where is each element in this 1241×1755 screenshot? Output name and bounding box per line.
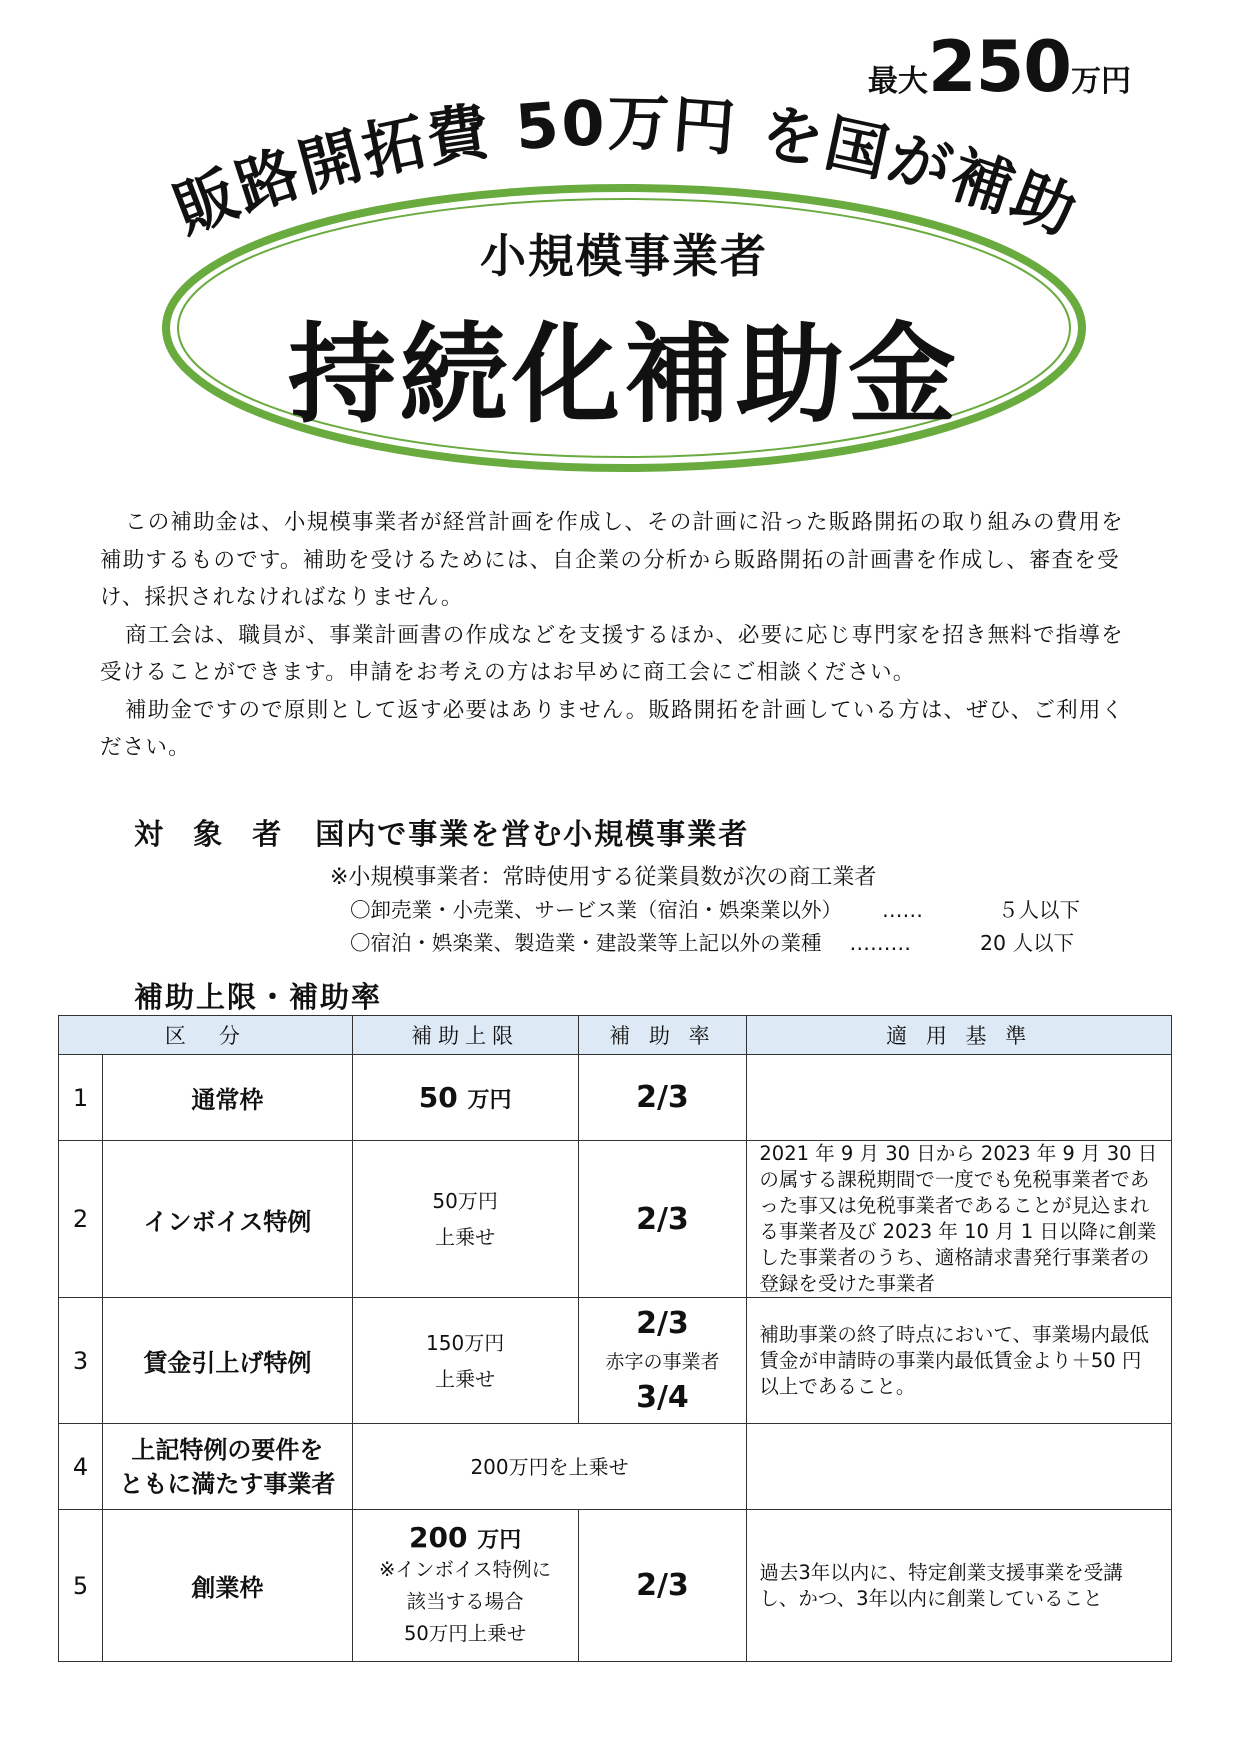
- table-row: [59, 1141, 1172, 1298]
- table-header-row: [59, 1016, 1172, 1055]
- row-name-line-2: ともに満たす事業者: [119, 1469, 336, 1498]
- limit-note-2: 該当する場合: [406, 1590, 524, 1613]
- target-line-1: [350, 893, 923, 923]
- header-rate: 補 助 率: [578, 1016, 747, 1055]
- limit-note-3: 50万円上乗せ: [403, 1622, 527, 1645]
- arc-title-text: 販路開拓費 50万円 を国が補助: [164, 86, 1088, 250]
- row-name-line-1: 上記特例の要件を: [131, 1435, 324, 1464]
- target-line-2-count: 20 人以下: [980, 931, 1075, 955]
- header-limit: 補助上限: [352, 1016, 578, 1055]
- limit-line-1: 50万円: [432, 1189, 498, 1213]
- main-title: 持続化補助金: [287, 313, 960, 438]
- row-name: 創業枠: [102, 1510, 352, 1662]
- target-line-1-count: ５人以下: [998, 898, 1080, 922]
- sub-title: 小規模事業者: [480, 229, 768, 283]
- title-badge: [158, 178, 1090, 478]
- max-prefix: 最大: [867, 64, 928, 99]
- row-rate: [578, 1298, 747, 1424]
- row-rate: 2/3: [578, 1510, 747, 1662]
- limit-unit: 万円: [477, 1528, 522, 1553]
- row-limit: [352, 1510, 578, 1662]
- row-number: 3: [59, 1298, 103, 1424]
- row-limit: 200万円を上乗せ: [352, 1424, 747, 1510]
- row-number: 4: [59, 1424, 103, 1510]
- table-row: [59, 1424, 1172, 1510]
- row-number: 1: [59, 1055, 103, 1141]
- target-line-1-dots: ……: [882, 898, 923, 922]
- rate-note: 赤字の事業者: [605, 1351, 720, 1373]
- row-number: 2: [59, 1141, 103, 1298]
- subsidy-table: [58, 1015, 1172, 1662]
- table-row: [59, 1298, 1172, 1424]
- section-title: 補助上限・補助率: [134, 980, 383, 1014]
- target-line-1-text: 〇卸売業・小売業、サービス業（宿泊・娯楽業以外）: [350, 898, 842, 922]
- row-criteria: 過去3年以内に、特定創業支援事業を受講し、かつ、3年以内に創業していること: [747, 1510, 1172, 1662]
- table-row: [59, 1055, 1172, 1141]
- row-name: インボイス特例: [102, 1141, 352, 1298]
- rate-value: 2/3: [636, 1306, 689, 1341]
- intro-paragraph-3: 補助金ですので原則として返す必要はありません。販路開拓を計画している方は、ぜひ、ご利用ください。: [100, 697, 1125, 760]
- row-criteria: 2021 年 9 月 30 日から 2023 年 9 月 30 日の属する課税期間で一度でも免税事業者であった事又は免税事業者であることが見込まれる事業者及び 2023 年 10 月 1 日以降に創業した事業者のうち、適格請求書発行事業者の登録を受けた事業者: [747, 1141, 1172, 1298]
- limit-line-1: 150万円: [426, 1330, 505, 1355]
- target-label: 対 象 者: [134, 817, 292, 851]
- limit-line-2: 上乗せ: [435, 1225, 496, 1249]
- row-limit: [352, 1055, 578, 1141]
- limit-note-1: ※インボイス特例に: [379, 1558, 552, 1581]
- row-limit: [352, 1141, 578, 1298]
- limit-line-2: 上乗せ: [435, 1366, 496, 1391]
- intro-text: [100, 504, 1140, 767]
- limit-amount: 200: [409, 1521, 468, 1554]
- target-line-2-text: 〇宿泊・娯楽業、製造業・建設業等上記以外の業種: [350, 931, 822, 955]
- header-criteria: 適 用 基 準: [747, 1016, 1172, 1055]
- max-suffix: 万円: [1071, 64, 1131, 99]
- target-value: 国内で事業を営む小規模事業者: [315, 817, 750, 851]
- target-note: ※小規模事業者：常時使用する従業員数が次の商工業者: [330, 865, 877, 890]
- row-name: 通常枠: [102, 1055, 352, 1141]
- limit-amount: 50: [418, 1081, 458, 1114]
- rate-value-2: 3/4: [636, 1380, 689, 1415]
- row-name: 賃金引上げ特例: [102, 1298, 352, 1424]
- limit-unit: 万円: [467, 1088, 512, 1113]
- row-limit: [352, 1298, 578, 1424]
- row-criteria: [747, 1055, 1172, 1141]
- target-heading: [134, 812, 749, 853]
- target-line-2: [350, 926, 911, 956]
- row-number: 5: [59, 1510, 103, 1662]
- table-row: [59, 1510, 1172, 1662]
- header-category: 区 分: [59, 1016, 353, 1055]
- row-criteria: 補助事業の終了時点において、事業場内最低賃金が申請時の事業内最低賃金より＋50 円以上であること。: [747, 1298, 1172, 1424]
- row-rate: 2/3: [578, 1141, 747, 1298]
- intro-paragraph-2: 商工会は、職員が、事業計画書の作成などを支援するほか、必要に応じ専門家を招き無料で指導を受けることができます。申請をお考えの方はお早めに商工会にご相談ください。: [100, 622, 1124, 685]
- intro-paragraph-1: この補助金は、小規模事業者が経営計画を作成し、その計画に沿った販路開拓の取り組みの費用を補助するものです。補助を受けるためには、自企業の分析から販路開拓の計画書を作成し、審査を受け、採択されなければなりません。: [100, 510, 1124, 610]
- target-line-2-dots: ………: [849, 931, 911, 955]
- max-amount: 250: [927, 26, 1071, 108]
- row-criteria: [747, 1424, 1172, 1510]
- row-name: [102, 1424, 352, 1510]
- row-rate: 2/3: [578, 1055, 747, 1141]
